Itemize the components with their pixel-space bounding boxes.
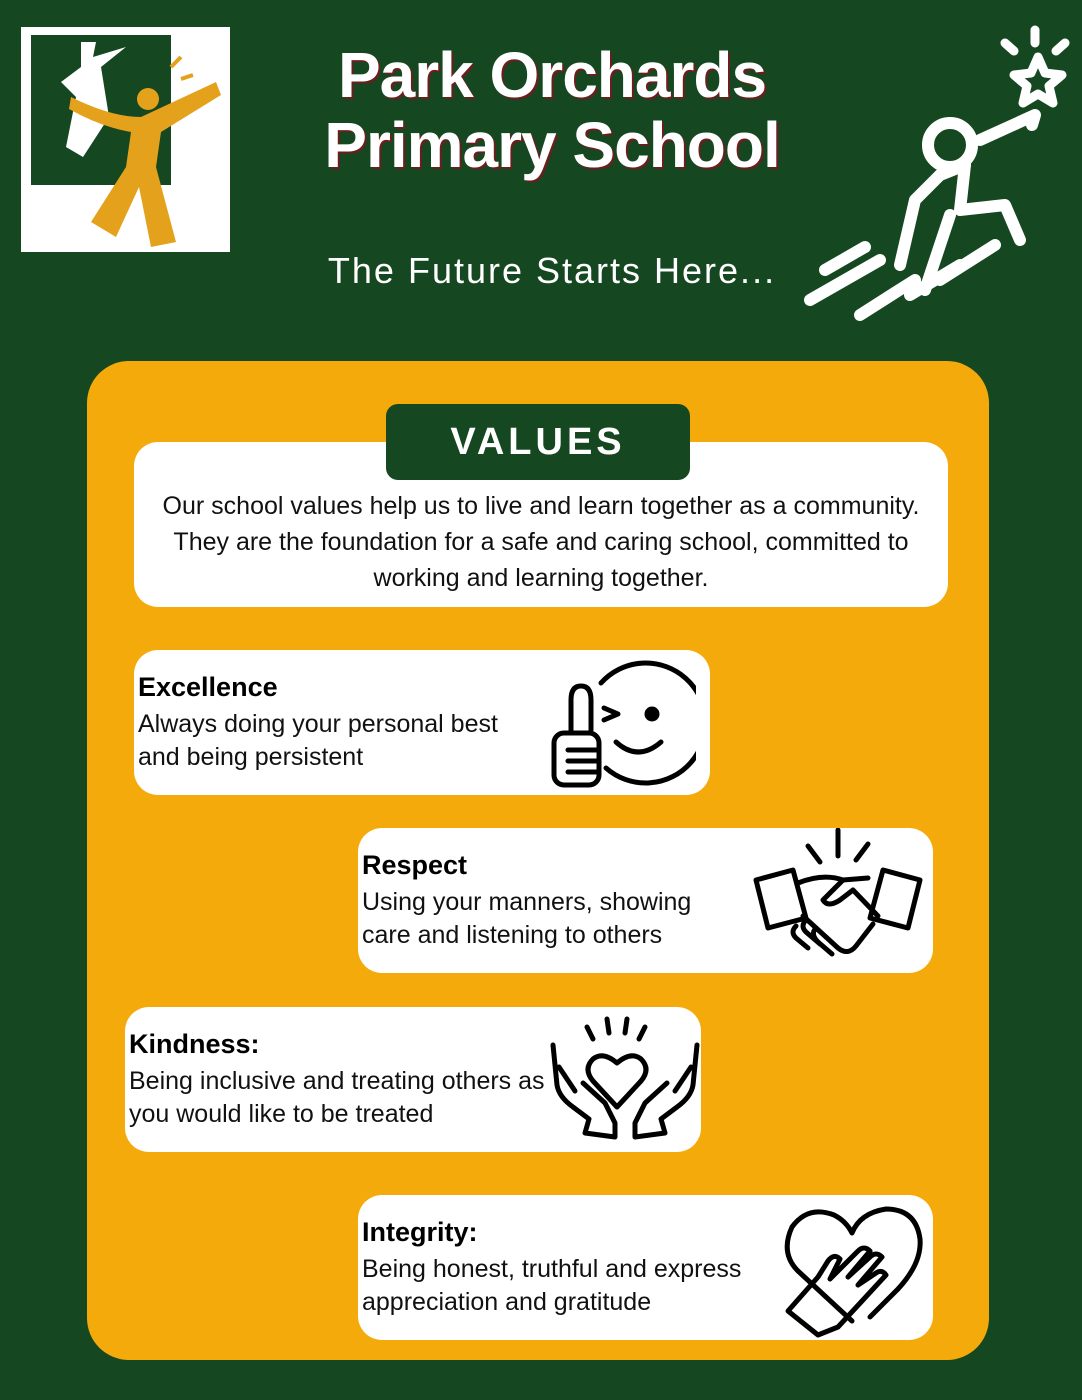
hands-heart-icon [545, 1015, 705, 1145]
value-card-excellence [134, 650, 710, 795]
value-title: Kindness: [129, 1029, 260, 1059]
value-description: Being honest, truthful and express appreciation and gratitude [362, 1255, 742, 1316]
school-logo [21, 27, 230, 252]
value-card-kindness [125, 1007, 701, 1152]
school-name-line2: Primary School [324, 109, 780, 181]
winking-thumbs-up-icon [546, 658, 696, 788]
values-intro-text: Our school values help us to live and learn together as a community. They are the foundation for a safe and caring school, committed to working and learning together. [162, 492, 920, 592]
tagline: The Future Starts Here... [327, 250, 777, 291]
value-description: Always doing your personal best and being persistent [138, 710, 498, 771]
handshake-icon [748, 828, 928, 973]
value-description: Being inclusive and treating others as you would like to be treated [129, 1067, 545, 1128]
school-name-line1: Park Orchards [337, 39, 767, 111]
value-title: Integrity: [362, 1217, 478, 1247]
value-description: Using your manners, showing care and listening to others [362, 888, 692, 949]
value-title: Respect [362, 850, 468, 880]
value-card-respect [358, 828, 933, 973]
school-logo-icon [21, 27, 230, 252]
school-name [262, 40, 842, 180]
value-title: Excellence [138, 672, 278, 702]
values-heading: VALUES [386, 404, 690, 480]
running-star-icon [800, 25, 1080, 325]
hand-on-heart-icon [778, 1201, 928, 1341]
value-card-integrity [358, 1195, 933, 1340]
